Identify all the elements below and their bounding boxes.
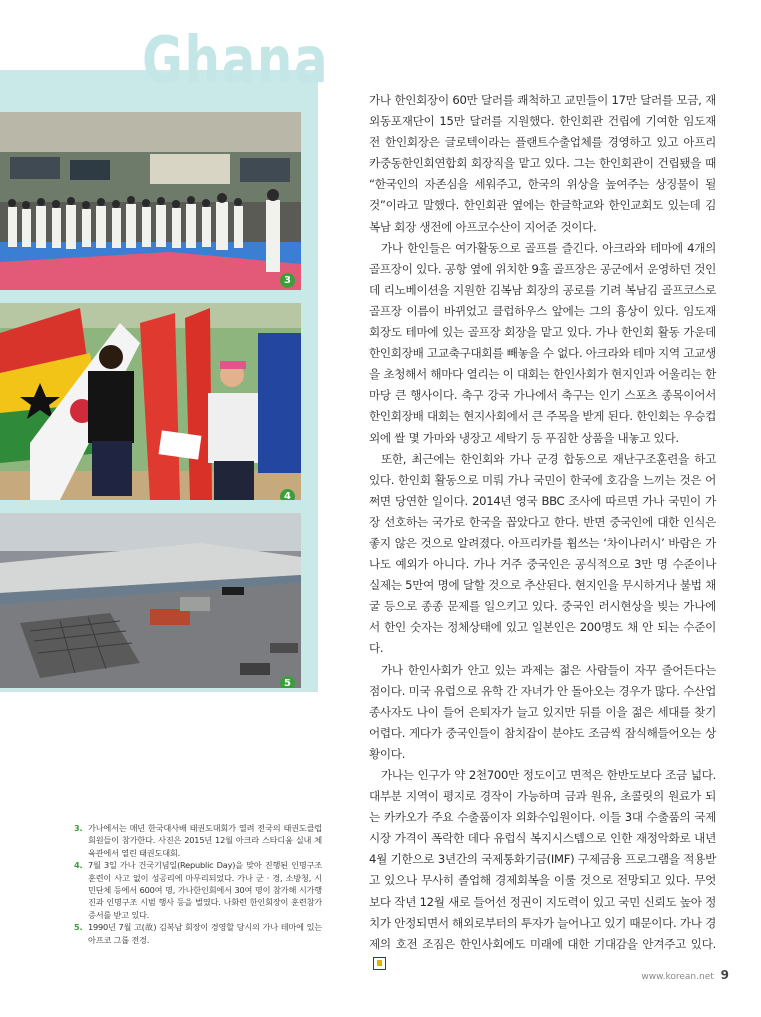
photo-number-badge: 3 xyxy=(280,273,295,288)
section-title: Ghana xyxy=(142,24,330,98)
article-paragraph: 가나 한인회장이 60만 달러를 쾌척하고 교민들이 17만 달러를 모금, 재외동포재단이 15만 달러를 지원했다. 한인회관 건립에 기여한 임도재 전 한인회장은 글로텍이라는 플랜트수출업체를 경영하고 있고 아프리카중동한인회연합회 회장직을 맡고 있다. 그는 한인회관이 건립됐을 때 “한국인의 자존심을 세워주고, 한국의 위상을 높여주는 상징물이 될 것”이라고 말했다. 한인회관 옆에는 한글학교와 한인교회도 있는데 김복남 회장 생전에 아프코수산이 지어준 것이다. xyxy=(369,93,716,234)
photo-captions xyxy=(74,822,322,946)
article-paragraph: 가나 한인들은 여가활동으로 골프를 즐긴다. 아크라와 테마에 4개의 골프장이 있다. 공항 옆에 위치한 9홀 골프장은 공군에서 운영하던 것인데 리노베이션을 지원한 김복남 회장의 공로를 기려 복남김 골프코스로 골프장 이름이 바뀌었고 클럽하우스 앞에는 그의 흉상이 있다. 임도재 회장도 테마에 있는 골프장 회장을 맡고 있다. 가나 한인회 활동 가운데 한인회장배 고교축구대회를 빼놓을 수 없다. 아크라와 테마 지역 고교생을 초청해서 해마다 열리는 이 대회는 한인사회가 현지인과 어울리는 한마당 큰 행사이다. 축구 강국 가나에서 축구는 인기 스포츠 종목이어서 한인회장배 대회는 현지사회에서 큰 주목을 받게 된다. 한인회는 우승컵 외에 쌀 몇 가마와 냉장고 세탁기 등 푸짐한 상품을 내놓고 있다. xyxy=(369,240,716,445)
photo-taekwondo xyxy=(0,112,301,290)
caption-item xyxy=(74,921,322,946)
photo-factory xyxy=(0,513,301,688)
caption-item xyxy=(74,822,322,859)
caption-number: 3. xyxy=(74,823,83,833)
caption-text: 가나에서는 매년 한국대사배 태권도대회가 열려 전국의 태권도클럽 회원들이 참가한다. 사진은 2015년 12월 아크라 스타디움 실내 체육관에서 열린 태권도대회. xyxy=(88,823,322,858)
article-paragraph: 또한, 최근에는 한인회와 가나 군경 합동으로 재난구조훈련을 하고 있다. 한인회 활동으로 미뤄 가나 국민이 한국에 호감을 느끼는 것은 어쩌면 당연한 일이다. 2014년 영국 BBC 조사에 따르면 가나 국민이 가장 선호하는 국가로 한국을 꼽았다고 한다. 반면 중국인에 대한 인식은 좋지 않은 것으로 알려졌다. 아프리카를 휩쓰는 ‘차이나러시’ 바람은 가나도 예외가 아니다. 가나 거주 중국인은 공식적으로 3만 명 수준이나 실제는 5만여 명에 달할 것으로 추산된다. 현지인을 무시하거나 불법 채굴 등으로 종종 문제를 일으키고 있다. 중국인 러시현상을 빚는 가나에서 한인 숫자는 정체상태에 있고 일본인은 200명도 채 안 되는 수준이다. xyxy=(369,451,716,656)
page-footer xyxy=(641,968,729,982)
end-of-article-icon xyxy=(373,957,386,970)
caption-item xyxy=(74,859,322,921)
page-number: 9 xyxy=(720,968,729,982)
article-paragraph: 가나 한인사회가 안고 있는 과제는 젊은 사람들이 자꾸 줄어든다는 점이다. 미국 유럽으로 유학 간 자녀가 안 돌아오는 경우가 많다. 수산업 종사자도 나이 들어 은퇴자가 늘고 있지만 뒤를 이을 젊은 세대를 찾기 어렵다. 게다가 중국인들이 참치잡이 분야도 조금씩 잠식해들어오는 상황이다. xyxy=(369,662,716,761)
caption-number: 4. xyxy=(74,860,83,871)
article-paragraph xyxy=(369,765,716,976)
caption-text: 7월 3일 가나 건국기념일(Republic Day)을 맞아 진행된 인명구조훈련이 사고 없이 성공리에 마무리되었다. 가나 군 · 경, 소방청, 시민단체 등에서 600여 명, 가나한인회에서 30여 명이 참가해 시가행진과 인명구조 시범 행사 등을 벌였다. 나화련 한인회장이 훈련참가증서를 받고 있다. xyxy=(88,860,322,920)
caption-text: 1990년 7월 고(故) 김복남 회장이 경영할 당시의 가나 테마에 있는 아프코 그룹 전경. xyxy=(88,922,322,945)
photo-number-badge: 5 xyxy=(280,676,295,688)
article-body xyxy=(369,90,716,976)
photo-handshake xyxy=(0,303,301,500)
photo-number-badge: 4 xyxy=(280,489,295,500)
footer-url: www.korean.net xyxy=(641,972,714,982)
article-paragraph-text: 가나는 인구가 약 2천700만 정도이고 면적은 한반도보다 조금 넓다. 대부분 지역이 평지로 경작이 가능하며 금과 원유, 초콜릿의 원료가 되는 카카오가 주요 수출품이자 외화수입원이다. 이들 3대 수출품의 국제시장 가격이 폭락한 데다 유럽식 복지시스템으로 인한 재정악화로 내년 4월 기한으로 3년간의 국제통화기금(IMF) 구제금융 프로그램을 적용받고 있으나 무사히 졸업해 경제회복을 이룰 것으로 전망되고 있다. 무엇보다 작년 12월 새로 들어선 정권이 지도력이 있고 국민 신뢰도 높아 정치가 안정되면서 해외로부터의 투자가 늘어나고 있기 때문이다. 가나 경제의 호전 조짐은 한인사회에도 미래에 대한 기대감을 안겨주고 있다. xyxy=(369,768,716,951)
caption-number: 5. xyxy=(74,922,83,933)
